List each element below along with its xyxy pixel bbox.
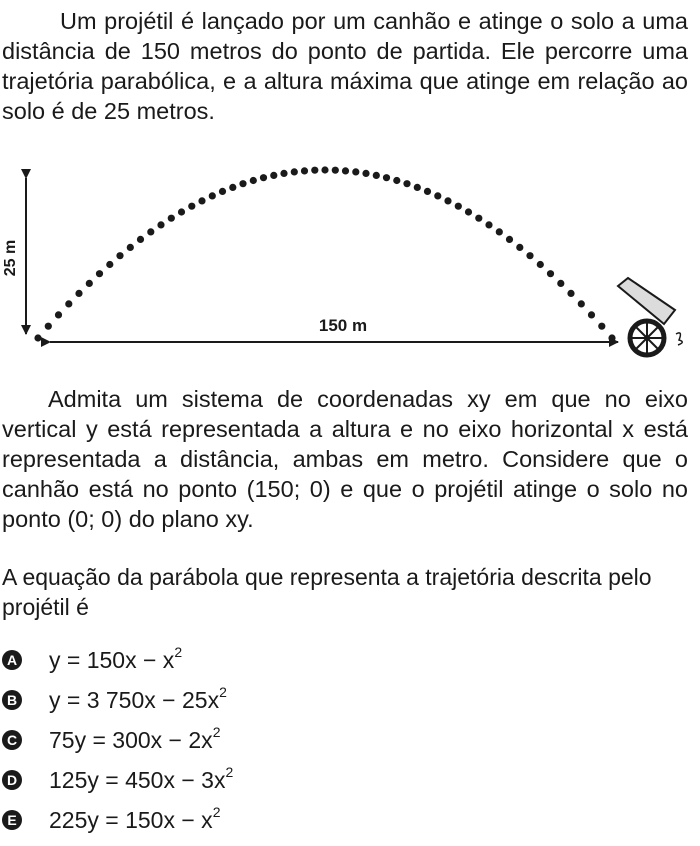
trajectory-dot [403,180,410,187]
trajectory-dot [598,323,605,330]
trajectory-dot [526,252,533,259]
trajectory-dot [537,261,544,268]
trajectory-dot [352,168,359,175]
trajectory-figure [0,158,700,368]
trajectory-dot [332,167,339,174]
trajectory-dot [414,184,421,191]
trajectory-dot [209,192,216,199]
trajectory-dot [157,221,164,228]
trajectory-dot [373,172,380,179]
trajectory-dot [342,167,349,174]
trajectory-dot [75,290,82,297]
option-equation: $y = 150x - x^2$ [49,644,183,673]
distance-label: 150 m [318,316,368,335]
trajectory-dot [229,184,236,191]
trajectory-dot [311,167,318,174]
coordinates-paragraph: Admita um sistema de coordenadas xy em que no eixo vertical y está representada a altura e no eixo horizontal x está representada a distância, ambas em metro. Considere que o canhão está no ponto (150; 0) e que o projétil atinge o solo no ponto (0; 0) do plano xy. [2,386,688,532]
trajectory-dot [301,167,308,174]
question-text: A equação da parábola que representa a trajetória descrita pelo projétil é [2,564,652,620]
trajectory-dot [506,236,513,243]
trajectory-dot [34,334,41,341]
option-letter-badge: E [2,810,22,830]
option-equation: $75y = 300x - 2x^2$ [49,724,221,753]
trajectory-dot [96,270,103,277]
trajectory-dot [178,208,185,215]
trajectory-dot [55,311,62,318]
trajectory-dot [260,174,267,181]
option-d[interactable] [2,760,692,800]
trajectory-dot [188,203,195,210]
trajectory-dot [250,177,257,184]
option-b[interactable] [2,680,692,720]
trajectory-dot [547,270,554,277]
trajectory-dot [567,290,574,297]
trajectory-dot [137,236,144,243]
trajectory-dot [434,192,441,199]
trajectory-dot [219,188,226,195]
trajectory-dot [321,166,328,173]
trajectory-dot [106,261,113,268]
option-letter-badge: A [2,650,22,670]
trajectory-dot [496,228,503,235]
trajectory-dot [475,215,482,222]
trajectory-dot [362,170,369,177]
trajectory-dot [557,280,564,287]
trajectory-dot [516,244,523,251]
trajectory-dot [239,180,246,187]
option-letter-badge: C [2,730,22,750]
trajectory-dot [588,311,595,318]
trajectory-dot [45,323,52,330]
option-a[interactable] [2,640,692,680]
trajectory-dot [578,300,585,307]
trajectory-dot [147,228,154,235]
trajectory-dot [86,280,93,287]
option-c[interactable] [2,720,692,760]
trajectory-dot [127,244,134,251]
trajectory-dot [168,215,175,222]
trajectory-dot [291,168,298,175]
intro-paragraph: Um projétil é lançado por um canhão e atinge o solo a uma distância de 150 metros do ponto de partida. Ele percorre uma trajetória parabólica, e a altura máxima que atinge em relação ao solo é de 25 metros. [2,8,688,124]
trajectory-dot [116,252,123,259]
trajectory-dot [608,334,615,341]
height-label: 25 m [2,239,19,277]
trajectory-dot [455,203,462,210]
trajectory-dot [65,300,72,307]
trajectory-dot [280,170,287,177]
option-letter-badge: D [2,770,22,790]
trajectory-dot [270,172,277,179]
trajectory-dot [198,197,205,204]
answer-options [2,640,692,840]
trajectory-dot [465,208,472,215]
option-equation: $125y = 450x - 3x^2$ [49,764,234,793]
option-letter-badge: B [2,690,22,710]
trajectory-dot [424,188,431,195]
trajectory-dot [444,197,451,204]
option-equation: y = 3 $750x - 25x^2$ [49,684,227,713]
trajectory-dot [393,177,400,184]
trajectory-dot [485,221,492,228]
option-e[interactable] [2,800,692,840]
cannon-icon [618,278,682,355]
trajectory-dot [383,174,390,181]
option-equation: $225y = 150x - x^2$ [49,804,221,833]
